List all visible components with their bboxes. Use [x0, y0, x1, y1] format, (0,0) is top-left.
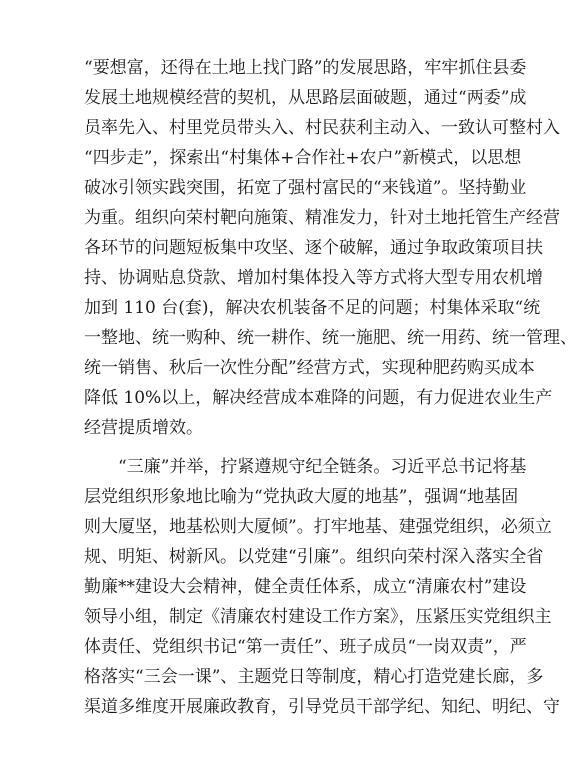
text-line: “四步走”，探索出“村集体+合作社+农户”新模式，以思想 [84, 148, 522, 168]
text-line: 领导小组，制定《清廉农村建设工作方案》，压紧压实党组织主 [84, 607, 552, 627]
text-line: 经营提质增效。 [84, 418, 203, 438]
paragraph-heading-line: “三廉”并举，拧紧遵规守纪全链条。习近平总书记将基 [118, 457, 527, 477]
text-line: 勤廉**建设大会精神，健全责任体系，成立“清廉农村”建设 [84, 577, 527, 597]
text-line: 一整地、统一购种、统一耕作、统一施肥、统一用药、统一管理、 [84, 328, 577, 348]
text-line: 持、协调贴息贷款、增加村集体投入等方式将大型专用农机增 [84, 268, 543, 288]
text-line: 破冰引领实践突围，拓宽了强村富民的“来钱道”。坚持勤业 [84, 178, 527, 198]
text-line: “要想富，还得在土地上找门路”的发展思路，牢牢抓住县委 [84, 58, 527, 78]
text-line: 层党组织形象地比喻为“党执政大厦的地基”，强调“地基固 [84, 487, 519, 507]
text-line: 为重。组织向荣村靶向施策、精准发力，针对土地托管生产经营 [84, 208, 560, 228]
text-line: 员率先入、村里党员带头入、村民获利主动入、一致认可整村入 [84, 118, 560, 138]
text-line: 格落实“三会一课”、主题党日等制度，精心打造党建长廊，多 [84, 667, 544, 687]
text-line: 加到 110 台(套)，解决农机装备不足的问题；村集体采取“统 [84, 298, 541, 318]
text-line: 则大厦坚，地基松则大厦倾”。打牢地基、建强党组织，必须立 [84, 517, 552, 537]
text-line: 各环节的问题短板集中攻坚、逐个破解，通过争取政策项目扶 [84, 238, 543, 258]
text-line: 规、明矩、树新风。以党建“引廉”。组织向荣村深入落实全省 [84, 547, 544, 567]
text-line: 渠道多维度开展廉政教育，引导党员干部学纪、知纪、明纪、守 [84, 697, 560, 717]
text-line: 体责任、党组织书记“第一责任”、班子成员“一岗双责”，严 [84, 637, 527, 657]
text-line: 发展土地规模经营的契机，从思路层面破题，通过“两委”成 [84, 88, 527, 108]
text-line: 统一销售、秋后一次性分配”经营方式，实现种肥药购买成本 [84, 358, 535, 378]
text-line: 降低 10%以上，解决经营成本难降的问题，有力促进农业生产 [84, 388, 553, 408]
